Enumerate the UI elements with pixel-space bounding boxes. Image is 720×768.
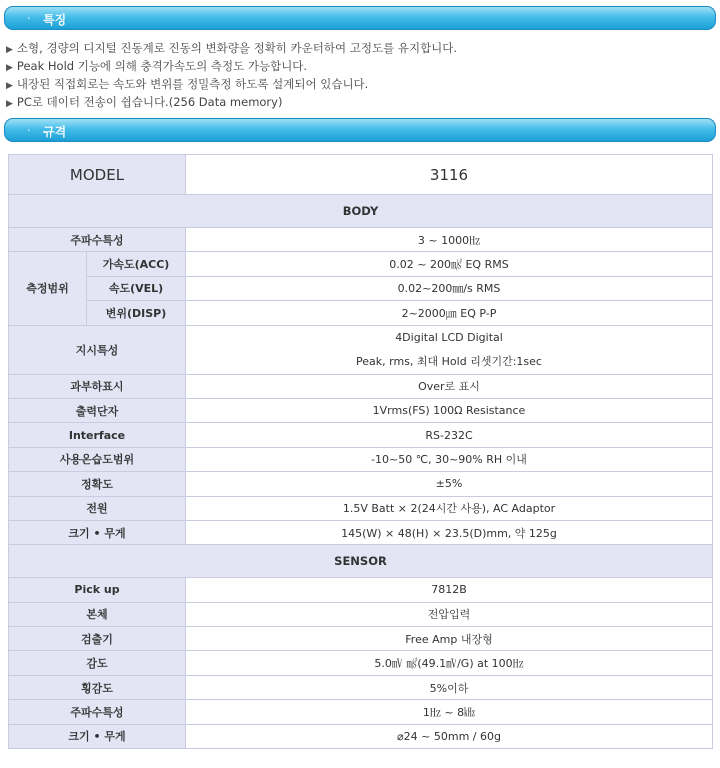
arrow-icon: ▶ — [6, 45, 13, 55]
header-bullet: · — [27, 12, 31, 25]
table-row — [9, 496, 713, 520]
table-row — [9, 724, 713, 748]
row-label: 사용온습도범위 — [9, 447, 186, 471]
table-row — [9, 228, 713, 252]
feature-item: ▶ 소형, 경량의 디지털 진동계로 진동의 변화량을 정확히 카운터하여 고정도를 유지합니다. — [6, 41, 458, 55]
spec-table — [8, 154, 713, 749]
features-header-bar — [4, 6, 716, 30]
row-label: 주파수특성 — [9, 228, 186, 252]
row-value: 5.0㎷ ㎨(49.1㎷/G) at 100㎐ — [186, 651, 713, 675]
row-value: 145(W) × 48(H) × 23.5(D)mm, 약 125g — [186, 520, 713, 544]
feature-item: ▶ Peak Hold 기능에 의해 충격가속도의 측정도 가능합니다. — [6, 59, 308, 73]
features-list — [6, 40, 457, 112]
range-label: 측정범위 — [9, 252, 87, 325]
row-label: 전원 — [9, 496, 186, 520]
row-label: 속도(VEL) — [87, 276, 186, 300]
row-value: 3 ~ 1000㎐ — [186, 228, 713, 252]
row-value: 7812B — [186, 578, 713, 602]
row-value: -10~50 ℃, 30~90% RH 이내 — [186, 447, 713, 471]
row-label: 검출기 — [9, 627, 186, 651]
sensor-section-title: SENSOR — [9, 545, 713, 578]
row-value: 1.5V Batt × 2(24시간 사용), AC Adaptor — [186, 496, 713, 520]
row-label: 변위(DISP) — [87, 301, 186, 325]
display-value-line: 4Digital LCD Digital — [395, 330, 503, 344]
table-row — [9, 252, 713, 276]
row-value: 1Vrms(FS) 100Ω Resistance — [186, 398, 713, 422]
row-value: RS-232C — [186, 423, 713, 447]
row-label: 감도 — [9, 651, 186, 675]
body-section-title: BODY — [9, 195, 713, 228]
row-label: 출력단자 — [9, 398, 186, 422]
row-value: ⌀24 ~ 50mm / 60g — [186, 724, 713, 748]
row-value: 1㎐ ~ 8㎑ — [186, 700, 713, 724]
row-value: 0.02~200㎜/s RMS — [186, 276, 713, 300]
header-bullet: · — [27, 124, 31, 137]
table-row — [9, 700, 713, 724]
feature-item: ▶ PC로 데이터 전송이 쉽습니다.(256 Data memory) — [6, 95, 283, 109]
row-label: 과부하표시 — [9, 374, 186, 398]
row-value: 전압입력 — [186, 602, 713, 626]
table-row — [9, 155, 713, 195]
row-value: ±5% — [186, 472, 713, 496]
row-label: 가속도(ACC) — [87, 252, 186, 276]
section-row — [9, 195, 713, 228]
row-label: 크기 • 무게 — [9, 724, 186, 748]
features-title: 특징 — [43, 13, 67, 27]
table-row — [9, 675, 713, 699]
row-value: 0.02 ~ 200㎨ EQ RMS — [186, 252, 713, 276]
row-label: 주파수특성 — [9, 700, 186, 724]
table-row — [9, 325, 713, 374]
table-row — [9, 301, 713, 325]
table-row — [9, 447, 713, 471]
table-row — [9, 398, 713, 422]
row-label: 횡감도 — [9, 675, 186, 699]
spec-title: 규격 — [43, 125, 67, 139]
model-label: MODEL — [9, 155, 186, 195]
row-label: 크기 • 무게 — [9, 520, 186, 544]
table-row — [9, 651, 713, 675]
section-row — [9, 545, 713, 578]
display-value-line: Peak, rms, 최대 Hold 리셋기간:1sec — [356, 354, 542, 368]
table-row — [9, 627, 713, 651]
table-row — [9, 472, 713, 496]
row-value — [186, 325, 713, 374]
table-row — [9, 520, 713, 544]
row-label: 지시특성 — [9, 325, 186, 374]
row-value: 2~2000㎛ EQ P-P — [186, 301, 713, 325]
table-row — [9, 276, 713, 300]
row-value: 5%이하 — [186, 675, 713, 699]
arrow-icon: ▶ — [6, 81, 13, 91]
table-row — [9, 602, 713, 626]
row-value: Free Amp 내장형 — [186, 627, 713, 651]
arrow-icon: ▶ — [6, 63, 13, 73]
row-label: Interface — [9, 423, 186, 447]
row-value: Over로 표시 — [186, 374, 713, 398]
arrow-icon: ▶ — [6, 99, 13, 109]
model-value: 3116 — [186, 155, 713, 195]
row-label: 정확도 — [9, 472, 186, 496]
spec-header-bar — [4, 118, 716, 142]
row-label: 본체 — [9, 602, 186, 626]
row-label: Pick up — [9, 578, 186, 602]
table-row — [9, 374, 713, 398]
feature-item: ▶ 내장된 직접회로는 속도와 변위를 정밀측정 하도록 설계되어 있습니다. — [6, 77, 369, 91]
table-row — [9, 423, 713, 447]
table-row — [9, 578, 713, 602]
